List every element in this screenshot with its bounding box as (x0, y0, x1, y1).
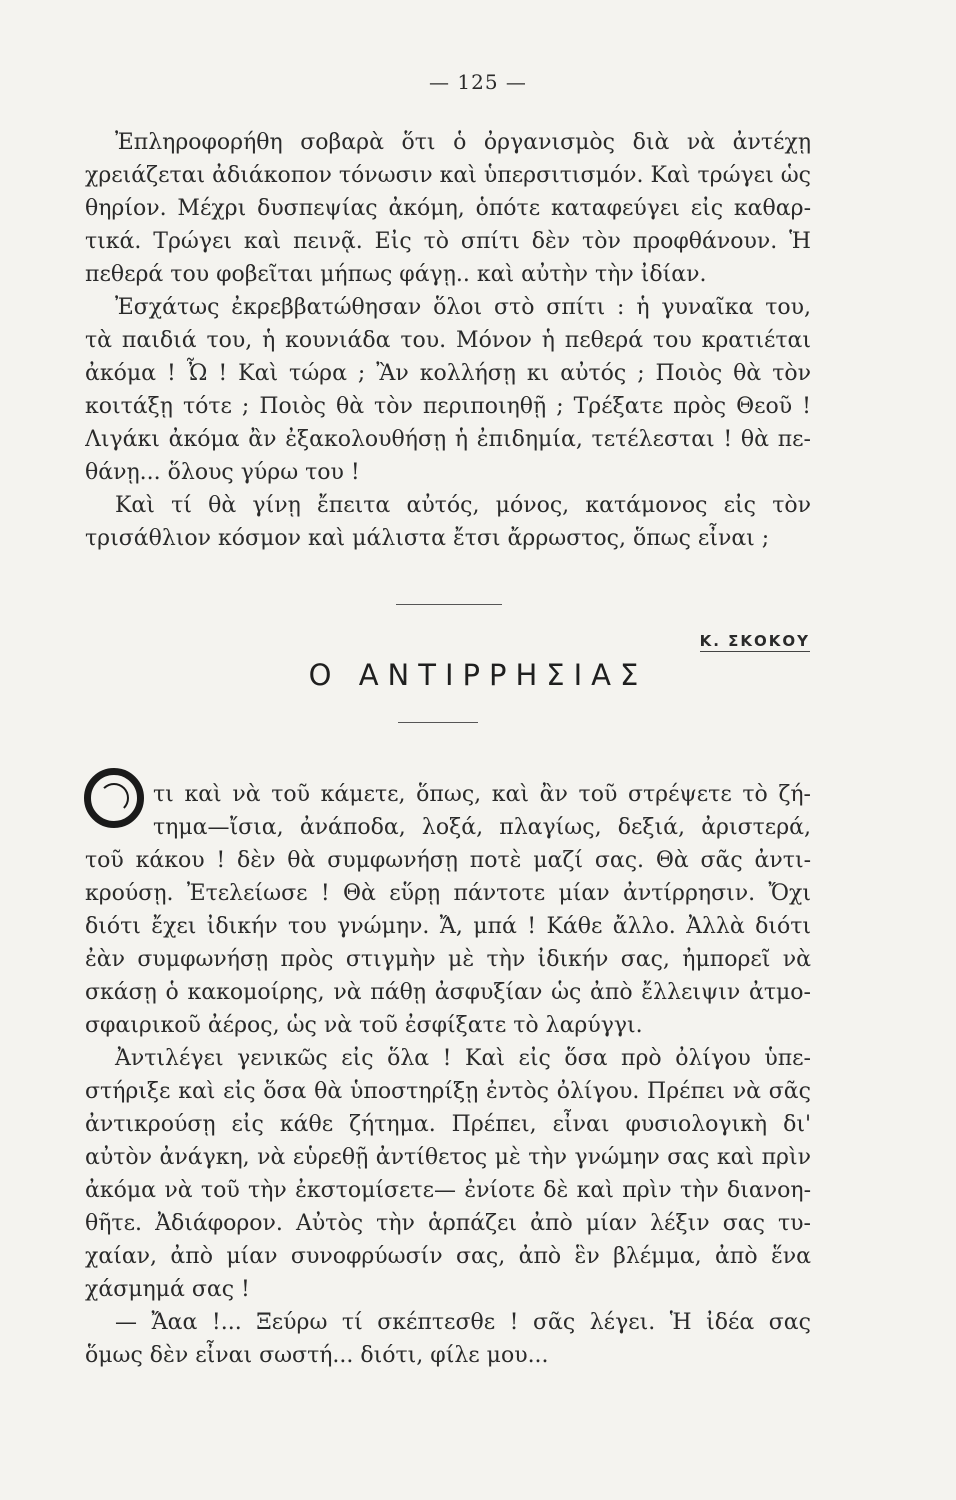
text-line: θηρίον. Μέχρι δυσπεψίας ἀκόμη, ὁπότε καταφεύγει εἰς καθαρ- (85, 196, 811, 221)
text-line: Ἀντιλέγει γενικῶς εἰς ὅλα ! Καὶ εἰς ὅσα πρὸ ὀλίγου ὑπε- (115, 1046, 811, 1071)
text-line: — Ἄαα !... Ξεύρω τί σκέπτεσθε ! σᾶς λέγει. Ἡ ἰδέα σας (115, 1310, 811, 1335)
text-line: ἀντικρούσῃ εἰς κάθε ζήτημα. Πρέπει, εἶναι φυσιολογικὴ δι' (85, 1112, 811, 1137)
text-line: κρούσῃ. Ἐτελείωσε ! Θὰ εὕρῃ πάντοτε μίαν ἀντίρρησιν. Ὄχι (85, 881, 811, 906)
text-line: χαίαν, ἀπὸ μίαν συνοφρύωσίν σας, ἀπὸ ἓν βλέμμα, ἀπὸ ἕνα (85, 1244, 811, 1269)
story-body (85, 778, 811, 1372)
text-line: ἐὰν συμφωνήσῃ πρὸς στιγμὴν μὲ τὴν ἰδικήν σας, ἠμπορεῖ νὰ (85, 947, 811, 972)
text-line: διότι ἔχει ἰδικήν του γνώμην. Ἄ, μπά ! Κάθε ἄλλο. Ἀλλὰ διότι (85, 914, 811, 939)
text-line: τικά. Τρώγει καὶ πεινᾷ. Εἰς τὸ σπίτι δὲν τὸν προφθάνουν. Ἡ (85, 229, 811, 254)
text-line: θῆτε. Ἀδιάφορον. Αὐτὸς τὴν ἁρπάζει ἀπὸ μίαν λέξιν σας τυ- (85, 1211, 811, 1236)
title-divider (398, 722, 478, 723)
text-line: τρισάθλιον κόσμον καὶ μάλιστα ἔτσι ἄρρωστος, ὅπως εἶναι ; (85, 526, 770, 551)
text-line: πεθερά του φοβεῖται μήπως φάγῃ.. καὶ αὐτὴν τὴν ἰδίαν. (85, 262, 707, 287)
text-line: χρειάζεται ἀδιάκοπον τόνωσιν καὶ ὑπερσιτισμόν. Καὶ τρώγει ὡς (85, 163, 811, 188)
text-line: Λιγάκι ἀκόμα ἂν ἐξακολουθήσῃ ἡ ἐπιδημία, τετέλεσται ! θὰ πε- (85, 427, 811, 452)
text-line: στήριξε καὶ εἰς ὅσα θὰ ὑποστηρίξῃ ἐντὸς ὀλίγου. Πρέπει νὰ σᾶς (85, 1079, 811, 1104)
text-line: Καὶ τί θὰ γίνῃ ἔπειτα αὐτός, μόνος, κατάμονος εἰς τὸν (115, 493, 811, 518)
text-line: τημα—ἴσια, ἀνάποδα, λοξά, πλαγίως, δεξιά, ἀριστερά, (153, 815, 811, 840)
text-line: θάνῃ... ὅλους γύρω του ! (85, 460, 360, 485)
text-line: τὰ παιδιά του, ἡ κουνιάδα του. Μόνον ἡ πεθερά του κρατιέται (85, 328, 811, 353)
text-line: σφαιρικοῦ ἀέρος, ὡς νὰ τοῦ ἐσφίξατε τὸ λαρύγγι. (85, 1013, 643, 1038)
author-name: Κ. ΣΚΟΚΟΥ (699, 632, 810, 650)
previous-story-end (85, 126, 811, 555)
text-line: ὅμως δὲν εἶναι σωστή... διότι, φίλε μου... (85, 1343, 549, 1368)
text-line: χάσμημά σας ! (85, 1277, 250, 1302)
text-line: τι καὶ νὰ τοῦ κάμετε, ὅπως, καὶ ἂν τοῦ στρέψετε τὸ ζή- (153, 782, 811, 807)
text-line: αὐτὸν ἀνάγκη, νὰ εὑρεθῇ ἀντίθετος μὲ τὴν γνώμην σας καὶ πρὶν (85, 1145, 811, 1170)
story-title: Ο ΑΝΤΙΡΡΗΣΙΑΣ (308, 658, 648, 692)
text-line: Ἐπληροφορήθη σοβαρὰ ὅτι ὁ ὀργανισμὸς διὰ νὰ ἀντέχῃ (115, 130, 811, 155)
page-number: — 125 — (429, 70, 527, 94)
text-line: ἀκόμα νὰ τοῦ τὴν ἐκστομίσετε— ἐνίοτε δὲ καὶ πρὶν τὴν διανοη- (85, 1178, 811, 1203)
text-line: κοιτάξῃ τότε ; Ποιὸς θὰ τὸν περιποιηθῇ ; Τρέξατε πρὸς Θεοῦ ! (85, 394, 811, 419)
text-line: Ἐσχάτως ἐκρεββατώθησαν ὅλοι στὸ σπίτι : ἡ γυναῖκα του, (115, 295, 811, 320)
text-line: σκάσῃ ὁ κακομοίρης, νὰ πάθῃ ἀσφυξίαν ὡς ἀπὸ ἔλλειψιν ἀτμο- (85, 980, 811, 1005)
section-divider (396, 604, 502, 605)
text-line: τοῦ κάκου ! δὲν θὰ συμφωνήσῃ ποτὲ μαζί σας. Θὰ σᾶς ἀντι- (85, 848, 811, 873)
text-line: ἀκόμα ! Ὦ ! Καὶ τώρα ; Ἂν κολλήσῃ κι αὐτός ; Ποιὸς θὰ τὸν (85, 361, 811, 386)
